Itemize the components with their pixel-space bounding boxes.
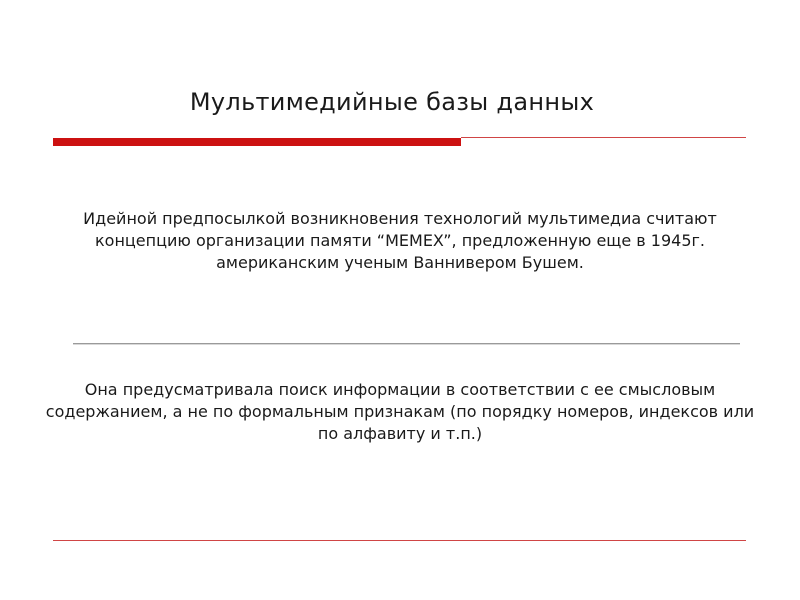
footer-rule xyxy=(53,540,746,541)
title-underline-accent xyxy=(53,138,461,146)
body-paragraph-memex: Идейной предпосылкой возникновения технологий мультимедиа считают концепцию организации памяти “MEMEX”, предложенную еще в 1945г. американским ученым Ваннивером Бушем. xyxy=(83,209,717,272)
section-divider xyxy=(73,343,740,345)
body-paragraph-search: Она предусматривала поиск информации в соответствии с ее смысловым содержанием, а не по формальным признакам (по порядку номеров, индексов или по алфавиту и т.п.) xyxy=(45,380,755,443)
title-underline-thin xyxy=(461,137,746,138)
slide-title: Мультимедийные базы данных xyxy=(189,88,595,116)
